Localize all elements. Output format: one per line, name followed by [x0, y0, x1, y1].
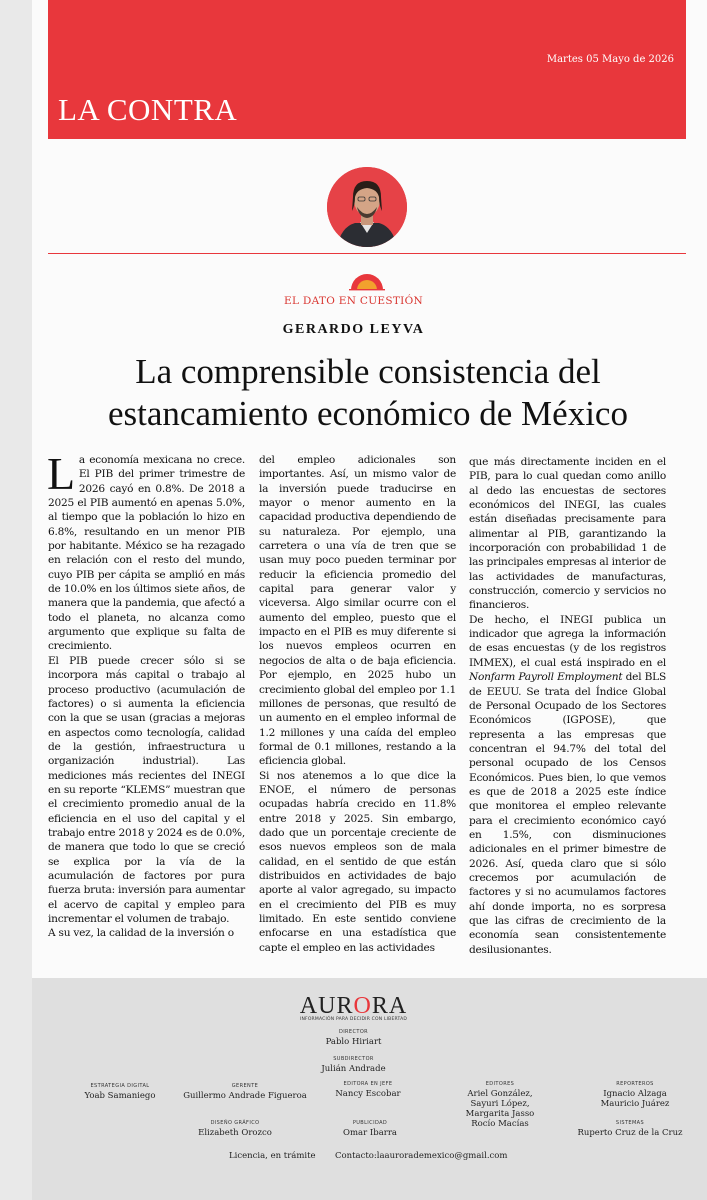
column-kicker: EL DATO EN CUESTIÓN	[284, 295, 423, 307]
paragraph: Si nos atenemos a lo que dice la ENOE, el número de personas ocupadas habría crecido en 11.8% entre 2018 y 2025. Sin embargo, dado que un porcentaje creciente de esos nuevos empleos son de mala calidad, en el sentido de que están distribuidos en actividades de bajo aporte al valor agregado, su impacto en el crecimiento del PIB es muy limitado. En este sentido conviene enfocarse en una estadística que capte el empleo en las actividades	[259, 769, 456, 954]
reporteros-list	[570, 1089, 700, 1109]
headline-line-1: La comprensible consistencia del	[135, 352, 601, 391]
article-column-2	[259, 453, 456, 955]
subdirector-name: Julián Andrade	[321, 1064, 386, 1074]
paragraph	[469, 613, 666, 957]
paragraph	[47, 448, 245, 654]
director-name: Pablo Hiriart	[325, 1037, 382, 1047]
reporteros-label: REPORTEROS	[616, 1081, 654, 1087]
sistemas-name: Ruperto Cruz de la Cruz	[577, 1128, 683, 1138]
editores-list	[440, 1089, 560, 1129]
paragraph-text: a economía mexicana no crece. El PIB del primer trimestre de 2026 cayó en 0.8%. De 2018 a 2025 el PIB aumentó en apenas 5.0%, al tiempo que la población lo hizo en 6.8%, resultando en un menor PIB por habitante. México se ha rezagado en relación con el resto del mundo, cuyo PIB per cápita se amplió en más de 10.0% en los últimos siete años, de manera que la pandemia, que afectó a todo el planeta, no alcanza como argumento que explique su falta de crecimiento.	[48, 454, 245, 653]
editora-name: Nancy Escobar	[335, 1089, 401, 1099]
divider-rule	[48, 253, 686, 254]
estrategia-label: ESTRATEGIA DIGITAL	[90, 1083, 150, 1089]
sun-logo-icon	[347, 268, 387, 292]
section-banner	[48, 0, 686, 139]
sistemas-label: SISTEMAS	[615, 1120, 645, 1126]
paragraph-text: De hecho, el INEGI publica un indicador que agrega la información de esas encuestas (y de los registros IMMEX), el cual está inspirado en el	[469, 613, 666, 669]
publicidad-label: PUBLICIDAD	[352, 1120, 388, 1126]
author-photo	[327, 167, 407, 247]
gerente-label: GERENTE	[231, 1083, 259, 1089]
paragraph: El PIB puede crecer sólo si se incorpora más capital o trabajo al proceso productivo (acumulación de factores) o si aumenta la eficiencia con la que se usan (gracias a mejoras en aspectos como tecnología, calidad de la gestión, infraestructura u organización industrial). Las mediciones más recientes del INEGI en su reporte “KLEMS” muestran que el crecimiento promedio anual de la eficiencia en el uso del capital y el trabajo entre 2018 y 2024 es de 0.0%, de manera que todo lo que se creció se explica por la vía de la acumulación de factores por pura fuerza bruta: inversión para aumentar el acervo de capital y empleo para incrementar el volumen de trabajo.	[48, 654, 245, 925]
aurora-logo	[0, 993, 707, 1020]
issue-date: Martes 05 Mayo de 2026	[546, 54, 674, 65]
italic-term: Nonfarm Payroll Employment	[469, 671, 623, 684]
reporter-name: Ignacio Alzaga	[603, 1089, 667, 1099]
paragraph: A su vez, la calidad de la inversión o	[48, 927, 234, 940]
editor-name: Rocío Macías	[471, 1119, 529, 1129]
diseno-name: Elizabeth Orozco	[198, 1128, 272, 1138]
license-note: Licencia, en trámite	[229, 1151, 316, 1161]
reporter-name: Mauricio Juárez	[600, 1099, 670, 1109]
diseno-label: DISEÑO GRÁFICO	[210, 1120, 260, 1126]
headline-line-2: estancamiento económico de México	[108, 394, 628, 433]
article-body	[47, 448, 688, 963]
article-headline	[48, 351, 688, 435]
editora-label: EDITORA EN JEFE	[343, 1081, 393, 1087]
paragraph-text: del BLS de EEUU. Se trata del Índice Global de Personal Ocupado de los Sectores Económicos (IGPOSE), que representa a las empresas que concentran el 94.7% del total del personal ocupado de los Censos Económicos. Pues bien, lo que vemos es que de 2018 a 2025 este índice que monitorea el empleo relevante para el crecimiento económico cayó en 1.5%, con disminuciones adicionales en el primer bimestre de 2026. Así, queda claro que si sólo crecemos por acumulación de factores y si no acumulamos factores ahí donde importa, no es sorpresa que las cifras de crecimiento de la economía sean consistentemente desilusionantes.	[469, 671, 666, 956]
editor-name: Sayuri López,	[470, 1099, 530, 1109]
editor-name: Margarita Jasso	[465, 1109, 535, 1119]
subdirector-label: SUBDIRECTOR	[333, 1056, 374, 1062]
editor-name: Ariel González,	[467, 1089, 533, 1099]
logo-tagline: INFORMACIÓN PARA DECIDIR CON LIBERTAD	[299, 1017, 408, 1022]
publicidad-name: Omar Ibarra	[343, 1128, 397, 1138]
contact-email[interactable]: Contacto:laaurorademexico@gmail.com	[335, 1151, 508, 1161]
paragraph: del empleo adicionales son importantes. Así, un mismo valor de la inversión puede traducirse en mayor o menor aumento en la capacidad productiva dependiendo de su naturaleza. Por ejemplo, una carretera o una vía de tren que se usan muy poco pueden terminar por reducir la eficiencia promedio del capital para generar valor y viceversa. Algo similar ocurre con el aumento del empleo, puesto que el impacto en el PIB es muy diferente si los nuevos empleos ocurren en negocios de alta o de baja eficiencia. Por ejemplo, en 2025 hubo un crecimiento global del empleo por 1.1 millones de personas, que resultó de un aumento en el empleo informal de 1.2 millones y una caída del empleo formal de 0.1 millones, restando a la eficiencia global.	[259, 454, 456, 768]
gerente-name: Guillermo Andrade Figueroa	[183, 1091, 307, 1101]
author-portrait-image	[327, 167, 407, 247]
editores-label: EDITORES	[485, 1081, 515, 1087]
article-column-3	[469, 455, 666, 957]
article-column-1	[47, 448, 245, 941]
director-label: DIRECTOR	[338, 1029, 369, 1035]
author-name: GERARDO LEYVA	[282, 322, 425, 337]
section-title: LA CONTRA	[58, 92, 238, 127]
logo-text: AURORA	[299, 993, 408, 1019]
drop-cap: L	[47, 448, 75, 499]
estrategia-name: Yoab Samaniego	[84, 1091, 156, 1101]
paragraph: que más directamente inciden en el PIB, para lo cual quedan como anillo al dedo las encuestas de sectores económicos del INEGI, las cuales están diseñadas precisamente para alimentar al PIB, garantizando la incorporación con probabilidad 1 de las principales empresas al interior de las actividades de manufacturas, construcción, comercio y servicios no financieros.	[469, 456, 666, 612]
